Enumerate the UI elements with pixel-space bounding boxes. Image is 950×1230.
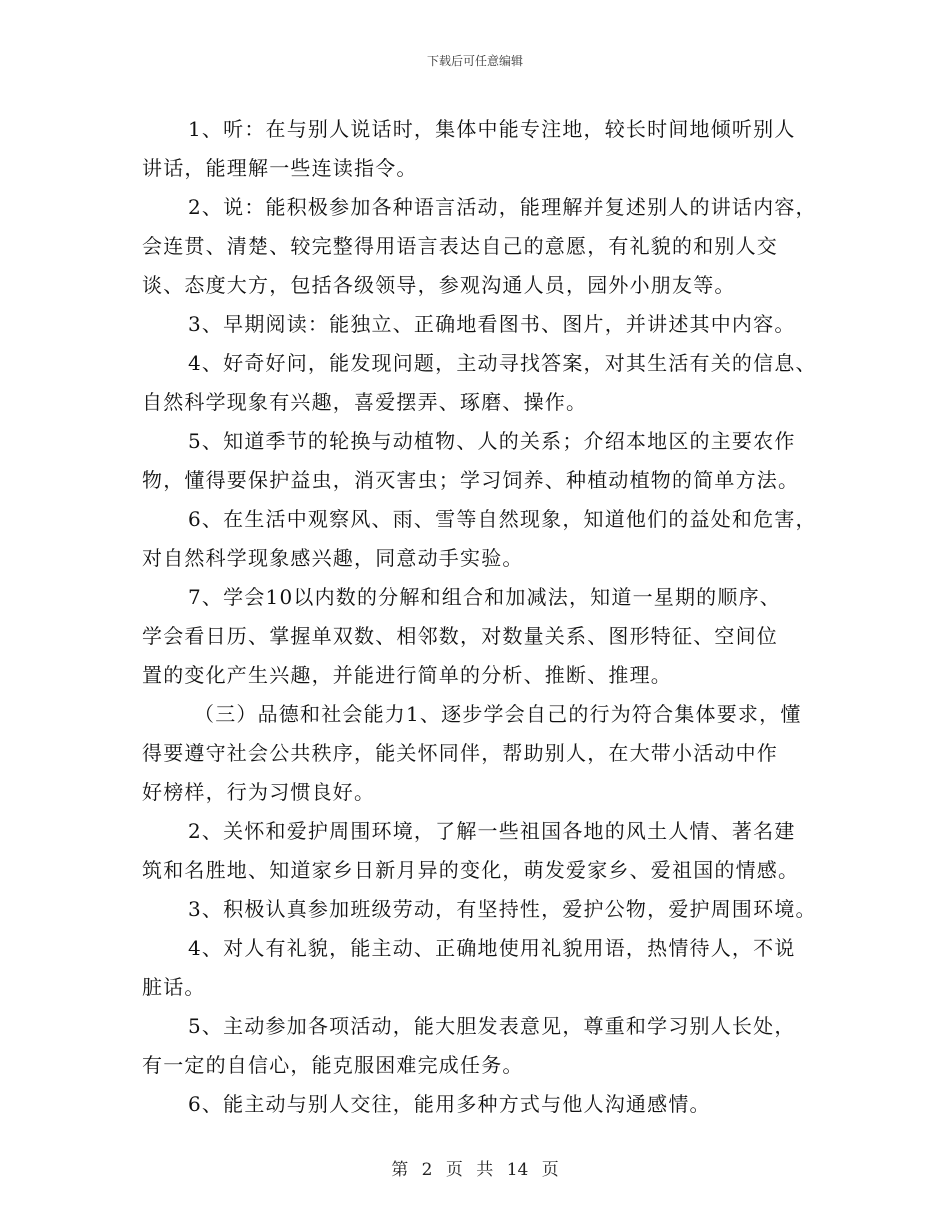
text-line: 3、早期阅读：能独立、正确地看图书、图片，并讲述其中内容。: [188, 312, 796, 336]
paragraph-math: [142, 578, 812, 695]
paragraph-environment: [142, 812, 812, 890]
text-line: 5、主动参加各项活动，能大胆发表意见，尊重和学习别人长处，: [188, 1014, 796, 1038]
text-line: 筑和名胜地、知道家乡日新月异的变化，萌发爱家乡、爱祖国的情感。: [142, 858, 800, 882]
text-line: 对自然科学现象感兴趣，同意动手实验。: [142, 546, 524, 570]
page-footer: 第 2 页 共 14 页: [391, 1160, 559, 1180]
paragraph-labor: [142, 890, 817, 929]
text-line: 有一定的自信心，能克服困难完成任务。: [142, 1053, 524, 1077]
text-line: 1、听：在与别人说话时，集体中能专注地，较长时间地倾听别人: [188, 117, 796, 141]
text-line: 置的变化产生兴趣，并能进行简单的分析、推断、推理。: [142, 663, 672, 687]
paragraph-reading: [142, 305, 812, 344]
text-line: 3、积极认真参加班级劳动，有坚持性，爱护公物，爱护周围环境。: [188, 897, 817, 921]
paragraph-listening: [142, 110, 812, 188]
paragraph-seasons: [142, 422, 812, 500]
text-line: 6、能主动与别人交往，能用多种方式与他人沟通感情。: [188, 1092, 711, 1116]
text-line: 4、好奇好问，能发现问题，主动寻找答案，对其生活有关的信息、: [188, 351, 817, 375]
paragraph-curiosity: [142, 344, 817, 422]
text-line: 讲话，能理解一些连读指令。: [142, 156, 418, 180]
text-line: 得要遵守社会公共秩序，能关怀同伴，帮助别人，在大带小活动中作: [142, 741, 778, 765]
page-header: 下载后可任意编辑: [426, 54, 523, 68]
text-line: 学会看日历、掌握单双数、相邻数，对数量关系、图形特征、空间位: [142, 624, 778, 648]
paragraph-manners: [142, 929, 812, 1007]
text-line: 2、关怀和爱护周围环境，了解一些祖国各地的风土人情、著名建: [188, 819, 796, 843]
text-line: 自然科学现象有兴趣，喜爱摆弄、琢磨、操作。: [142, 390, 588, 414]
paragraph-communication: [142, 1085, 812, 1124]
text-line: 物，懂得要保护益虫，消灭害虫；学习饲养、种植动植物的简单方法。: [142, 468, 800, 492]
text-line: 5、知道季节的轮换与动植物、人的关系；介绍本地区的主要农作: [188, 429, 796, 453]
text-line: 4、对人有礼貌，能主动、正确地使用礼貌用语，热情待人，不说: [188, 936, 796, 960]
text-line: 脏话。: [142, 975, 206, 999]
text-line: 好榜样，行为习惯良好。: [142, 780, 376, 804]
paragraph-moral-social: [142, 695, 812, 812]
paragraph-speaking: [142, 188, 817, 305]
document-body: [142, 110, 817, 1124]
text-line: 6、在生活中观察风、雨、雪等自然现象，知道他们的益处和危害，: [188, 507, 817, 531]
text-line: 会连贯、清楚、较完整得用语言表达自己的意愿，有礼貌的和别人交: [142, 234, 778, 258]
paragraph-nature: [142, 500, 817, 578]
text-line: （三）品德和社会能力1、逐步学会自己的行为符合集体要求，懂: [194, 702, 802, 726]
text-line: 7、学会10以内数的分解和组合和加减法，知道一星期的顺序、: [188, 585, 781, 609]
text-line: 谈、态度大方，包括各级领导，参观沟通人员，园外小朋友等。: [142, 273, 736, 297]
paragraph-activities: [142, 1007, 812, 1085]
text-line: 2、说：能积极参加各种语言活动，能理解并复述别人的讲话内容，: [188, 195, 817, 219]
